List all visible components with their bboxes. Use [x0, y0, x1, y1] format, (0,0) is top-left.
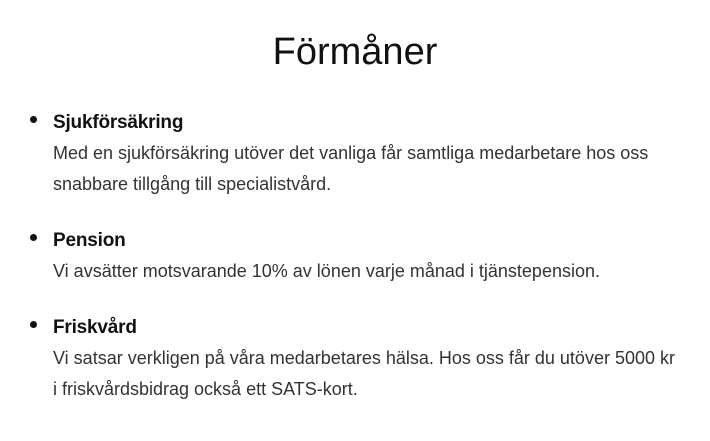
page-title: Förmåner: [272, 31, 438, 73]
list-item-pension: [0, 226, 710, 287]
benefit-description: Vi avsätter motsvarande 10% av lönen varje månad i tjänstepension.: [53, 261, 600, 281]
bullet-icon: [30, 116, 37, 123]
list-item-friskvard: [0, 313, 710, 405]
bullet-icon: [30, 234, 37, 241]
benefit-description: Vi satsar verkligen på våra medarbetares hälsa. Hos oss får du utöver 5000 kr i friskvårdsbidrag också ett SATS-kort.: [53, 348, 675, 399]
benefit-title: Pension: [53, 230, 126, 251]
benefit-title: Sjukförsäkring: [53, 112, 184, 133]
list-item-sjukforsakring: [0, 108, 710, 200]
benefits-list: [0, 108, 710, 431]
bullet-icon: [30, 321, 37, 328]
benefit-title: Friskvård: [53, 317, 137, 338]
benefit-description: Med en sjukförsäkring utöver det vanliga får samtliga medarbetare hos oss snabbare tillgång till specialistvård.: [53, 143, 649, 194]
